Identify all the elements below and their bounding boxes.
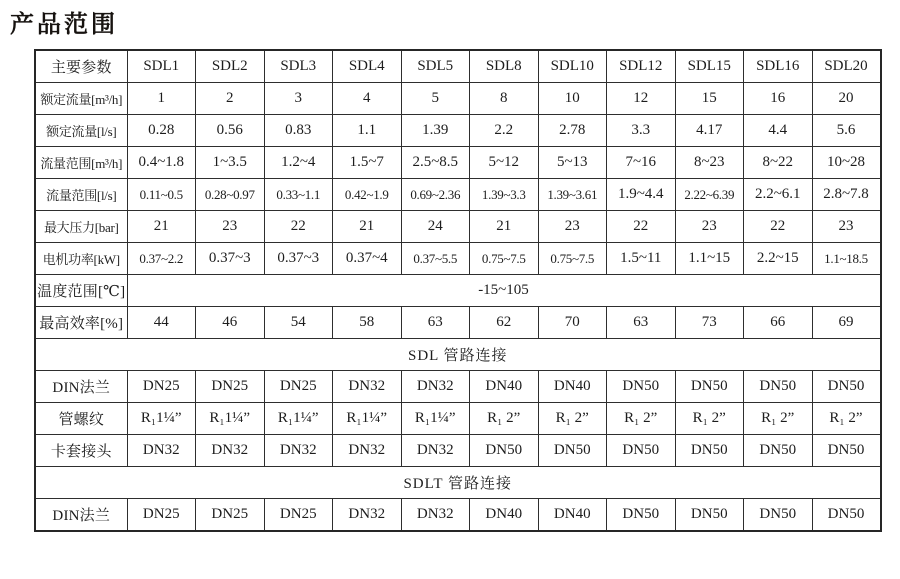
value-cell: 2.22~6.39 <box>675 179 744 211</box>
value-cell: DN50 <box>675 371 744 403</box>
table-row <box>35 243 881 275</box>
value-cell: 0.37~4 <box>333 243 402 275</box>
row-label-cell: 额定流量[m³/h] <box>35 83 127 115</box>
value-cell: DN32 <box>264 435 333 467</box>
value-cell: 0.56 <box>196 115 265 147</box>
value-cell: 21 <box>127 211 196 243</box>
value-cell: 24 <box>401 211 470 243</box>
value-cell: DN50 <box>607 499 676 532</box>
spec-table-body <box>35 50 881 531</box>
value-cell: 10 <box>538 83 607 115</box>
value-cell: R₁ 2” <box>470 403 539 435</box>
value-cell: 0.75~7.5 <box>538 243 607 275</box>
column-header-cell: SDL16 <box>744 50 813 83</box>
column-header-cell: SDL20 <box>812 50 881 83</box>
value-cell: 23 <box>812 211 881 243</box>
value-cell: R₁ 2” <box>812 403 881 435</box>
value-cell: DN25 <box>127 499 196 532</box>
value-cell: 0.28 <box>127 115 196 147</box>
row-label-cell: DIN法兰 <box>35 499 127 532</box>
value-cell: DN32 <box>333 371 402 403</box>
page-title: 产品范围 <box>10 11 118 38</box>
value-cell: DN50 <box>538 435 607 467</box>
section-header-cell: SDL 管路连接 <box>35 339 881 371</box>
table-row <box>35 371 881 403</box>
value-cell: 0.4~1.8 <box>127 147 196 179</box>
value-cell: DN25 <box>196 371 265 403</box>
column-header-cell: SDL15 <box>675 50 744 83</box>
table-row <box>35 211 881 243</box>
value-cell: 21 <box>470 211 539 243</box>
value-cell: 1.9~4.4 <box>607 179 676 211</box>
value-cell: DN32 <box>333 499 402 532</box>
table-row <box>35 83 881 115</box>
row-label-cell: 流量范围[m³/h] <box>35 147 127 179</box>
value-cell: 0.37~5.5 <box>401 243 470 275</box>
value-cell: DN50 <box>812 371 881 403</box>
table-row <box>35 499 881 532</box>
value-cell: 22 <box>607 211 676 243</box>
value-cell: DN50 <box>744 371 813 403</box>
value-cell: 0.42~1.9 <box>333 179 402 211</box>
row-label-cell: DIN法兰 <box>35 371 127 403</box>
row-label-cell: 流量范围[l/s] <box>35 179 127 211</box>
column-header-cell: SDL10 <box>538 50 607 83</box>
value-cell: DN32 <box>401 371 470 403</box>
value-cell: 5 <box>401 83 470 115</box>
value-cell: 8~22 <box>744 147 813 179</box>
spec-table <box>34 49 882 532</box>
value-cell: DN25 <box>264 499 333 532</box>
value-cell: 3.3 <box>607 115 676 147</box>
row-label-cell: 最大压力[bar] <box>35 211 127 243</box>
value-cell: R₁1¼” <box>401 403 470 435</box>
value-cell: 20 <box>812 83 881 115</box>
value-cell: DN50 <box>812 499 881 532</box>
value-cell: 0.11~0.5 <box>127 179 196 211</box>
value-cell: DN50 <box>675 499 744 532</box>
value-cell: 1~3.5 <box>196 147 265 179</box>
value-cell: 0.37~3 <box>196 243 265 275</box>
value-cell: 5~12 <box>470 147 539 179</box>
value-cell: 58 <box>333 307 402 339</box>
row-label-cell: 温度范围[℃] <box>35 275 127 307</box>
value-cell: 22 <box>264 211 333 243</box>
value-cell: 1.39 <box>401 115 470 147</box>
value-cell: 73 <box>675 307 744 339</box>
value-cell: 66 <box>744 307 813 339</box>
value-cell: 16 <box>744 83 813 115</box>
value-cell: 54 <box>264 307 333 339</box>
value-cell: DN50 <box>812 435 881 467</box>
column-header-cell: SDL3 <box>264 50 333 83</box>
table-row <box>35 403 881 435</box>
value-cell: DN50 <box>744 435 813 467</box>
value-cell: 1.1 <box>333 115 402 147</box>
value-cell: DN32 <box>127 435 196 467</box>
value-cell: 70 <box>538 307 607 339</box>
value-cell: 0.28~0.97 <box>196 179 265 211</box>
value-cell: 0.37~2.2 <box>127 243 196 275</box>
value-cell: 23 <box>196 211 265 243</box>
value-cell: 46 <box>196 307 265 339</box>
value-cell: 62 <box>470 307 539 339</box>
span-value-cell: -15~105 <box>127 275 881 307</box>
value-cell: 2.2~15 <box>744 243 813 275</box>
value-cell: 7~16 <box>607 147 676 179</box>
value-cell: R₁1¼” <box>196 403 265 435</box>
row-label-cell: 最高效率[%] <box>35 307 127 339</box>
column-header-label-cell: 主要参数 <box>35 50 127 83</box>
value-cell: 4.17 <box>675 115 744 147</box>
value-cell: R₁1¼” <box>127 403 196 435</box>
value-cell: 63 <box>607 307 676 339</box>
value-cell: 2.78 <box>538 115 607 147</box>
value-cell: DN50 <box>675 435 744 467</box>
value-cell: DN40 <box>470 371 539 403</box>
value-cell: 22 <box>744 211 813 243</box>
value-cell: 1.39~3.61 <box>538 179 607 211</box>
value-cell: 0.37~3 <box>264 243 333 275</box>
value-cell: DN50 <box>470 435 539 467</box>
value-cell: R₁1¼” <box>264 403 333 435</box>
table-row <box>35 435 881 467</box>
value-cell: 8 <box>470 83 539 115</box>
table-header-row <box>35 50 881 83</box>
value-cell: 2.5~8.5 <box>401 147 470 179</box>
value-cell: DN50 <box>744 499 813 532</box>
row-label-cell: 管螺纹 <box>35 403 127 435</box>
value-cell: 1.39~3.3 <box>470 179 539 211</box>
value-cell: 12 <box>607 83 676 115</box>
value-cell: DN50 <box>607 371 676 403</box>
value-cell: DN40 <box>538 499 607 532</box>
value-cell: 1.5~11 <box>607 243 676 275</box>
value-cell: DN25 <box>196 499 265 532</box>
value-cell: DN40 <box>538 371 607 403</box>
value-cell: 21 <box>333 211 402 243</box>
value-cell: 0.33~1.1 <box>264 179 333 211</box>
section-row <box>35 339 881 371</box>
value-cell: 0.75~7.5 <box>470 243 539 275</box>
table-row <box>35 179 881 211</box>
column-header-cell: SDL4 <box>333 50 402 83</box>
value-cell: 1.1~18.5 <box>812 243 881 275</box>
value-cell: DN32 <box>401 499 470 532</box>
value-cell: R₁1¼” <box>333 403 402 435</box>
row-label-cell: 电机功率[kW] <box>35 243 127 275</box>
value-cell: 0.83 <box>264 115 333 147</box>
column-header-cell: SDL8 <box>470 50 539 83</box>
value-cell: R₁ 2” <box>675 403 744 435</box>
value-cell: R₁ 2” <box>538 403 607 435</box>
value-cell: DN50 <box>607 435 676 467</box>
section-header-cell: SDLT 管路连接 <box>35 467 881 499</box>
value-cell: 1 <box>127 83 196 115</box>
column-header-cell: SDL1 <box>127 50 196 83</box>
column-header-cell: SDL12 <box>607 50 676 83</box>
row-label-cell: 卡套接头 <box>35 435 127 467</box>
value-cell: 23 <box>675 211 744 243</box>
value-cell: DN25 <box>264 371 333 403</box>
value-cell: 15 <box>675 83 744 115</box>
value-cell: 8~23 <box>675 147 744 179</box>
value-cell: 1.5~7 <box>333 147 402 179</box>
value-cell: 2.2~6.1 <box>744 179 813 211</box>
value-cell: 1.2~4 <box>264 147 333 179</box>
value-cell: 5.6 <box>812 115 881 147</box>
table-row <box>35 115 881 147</box>
value-cell: 2.2 <box>470 115 539 147</box>
value-cell: DN40 <box>470 499 539 532</box>
table-row <box>35 147 881 179</box>
value-cell: 4 <box>333 83 402 115</box>
value-cell: 63 <box>401 307 470 339</box>
value-cell: 3 <box>264 83 333 115</box>
value-cell: 1.1~15 <box>675 243 744 275</box>
value-cell: R₁ 2” <box>744 403 813 435</box>
value-cell: 5~13 <box>538 147 607 179</box>
value-cell: 69 <box>812 307 881 339</box>
column-header-cell: SDL2 <box>196 50 265 83</box>
value-cell: 2.8~7.8 <box>812 179 881 211</box>
row-label-cell: 额定流量[l/s] <box>35 115 127 147</box>
value-cell: 2 <box>196 83 265 115</box>
table-row <box>35 307 881 339</box>
table-row <box>35 275 881 307</box>
value-cell: DN25 <box>127 371 196 403</box>
value-cell: 44 <box>127 307 196 339</box>
value-cell: 23 <box>538 211 607 243</box>
value-cell: 0.69~2.36 <box>401 179 470 211</box>
section-row <box>35 467 881 499</box>
value-cell: R₁ 2” <box>607 403 676 435</box>
value-cell: DN32 <box>401 435 470 467</box>
value-cell: DN32 <box>196 435 265 467</box>
value-cell: DN32 <box>333 435 402 467</box>
column-header-cell: SDL5 <box>401 50 470 83</box>
value-cell: 10~28 <box>812 147 881 179</box>
value-cell: 4.4 <box>744 115 813 147</box>
